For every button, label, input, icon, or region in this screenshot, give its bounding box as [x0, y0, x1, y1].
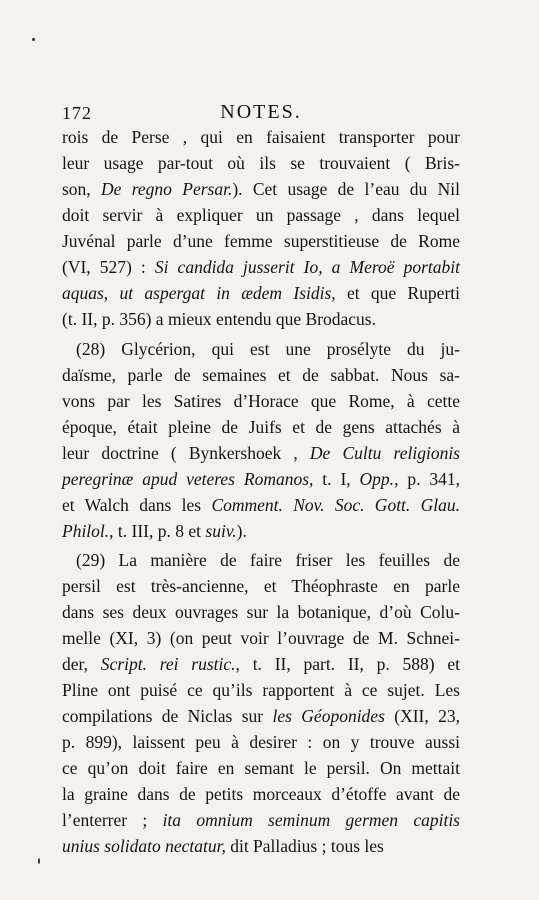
text-line: (28) Glycérion, qui est une prosélyte du ju-	[76, 339, 460, 359]
text-line: son, De regno Persar.). Cet usage de l’eau du Nil	[62, 179, 460, 199]
text-line: et Walch dans les Comment. Nov. Soc. Gott. Glau.	[62, 495, 460, 515]
text-line: daïsme, parle de semaines et de sabbat. Nous sa-	[62, 365, 460, 385]
text-line: der, Script. rei rustic., t. II, part. II, p. 588) et	[62, 654, 460, 674]
text-line: époque, était pleine de Juifs et de gens attachés à	[62, 417, 460, 437]
text-line: Juvénal parle d’une femme superstitieuse de Rome	[62, 231, 460, 251]
scan-speck	[38, 858, 40, 864]
text-line: la graine dans de petits morceaux d’étoffe avant de	[62, 784, 460, 804]
text-line: vons par les Satires d’Horace que Rome, à cette	[62, 391, 460, 411]
text-line: aquas, ut aspergat in ædem Isidis, et que Ruperti	[62, 283, 461, 303]
text-line: leur usage par-tout où ils se trouvaient ( Bris-	[62, 153, 460, 173]
text-line: p. 899), laissent peu à desirer : on y trouve aussi	[62, 732, 460, 752]
page-number: 172	[62, 103, 92, 123]
text-line: Philol., t. III, p. 8 et suiv.).	[62, 521, 247, 541]
paragraph-continuation	[62, 124, 460, 332]
text-line: compilations de Niclas sur les Géoponides (XII, 23,	[62, 706, 460, 726]
text-line: unius solidato nectatur, dit Palladius ; tous les	[62, 836, 384, 856]
text-line: leur doctrine ( Bynkershoek , De Cultu religionis	[62, 443, 460, 463]
text-line: peregrinæ apud veteres Romanos, t. I, Opp., p. 341,	[62, 469, 460, 489]
text-line: (29) La manière de faire friser les feuilles de	[76, 550, 460, 570]
text-line: ce qu’on doit faire en semant le persil. On mettait	[62, 758, 460, 778]
text-line: dans ses deux ouvrages sur la botanique, d’où Colu-	[62, 602, 460, 622]
text-line: melle (XI, 3) (on peut voir l’ouvrage de M. Schnei-	[62, 628, 460, 648]
text-line: rois de Perse , qui en faisaient transporter pour	[62, 127, 460, 147]
scan-speck	[32, 38, 35, 41]
note-28	[62, 336, 460, 544]
text-line: doit servir à expliquer un passage , dans lequel	[62, 205, 460, 225]
text-line: l’enterrer ; ita omnium seminum germen capitis	[62, 810, 460, 830]
running-title: NOTES.	[220, 101, 302, 123]
text-line: (VI, 527) : Si candida jusserit Io, a Meroë portabit	[62, 257, 460, 277]
text-line: Pline ont puisé ce qu’ils rapportent à ce sujet. Les	[62, 680, 460, 700]
text-line: (t. II, p. 356) a mieux entendu que Brodacus.	[62, 309, 376, 329]
text-line: persil est très-ancienne, et Théophraste en parle	[62, 576, 460, 596]
note-29	[62, 547, 460, 859]
